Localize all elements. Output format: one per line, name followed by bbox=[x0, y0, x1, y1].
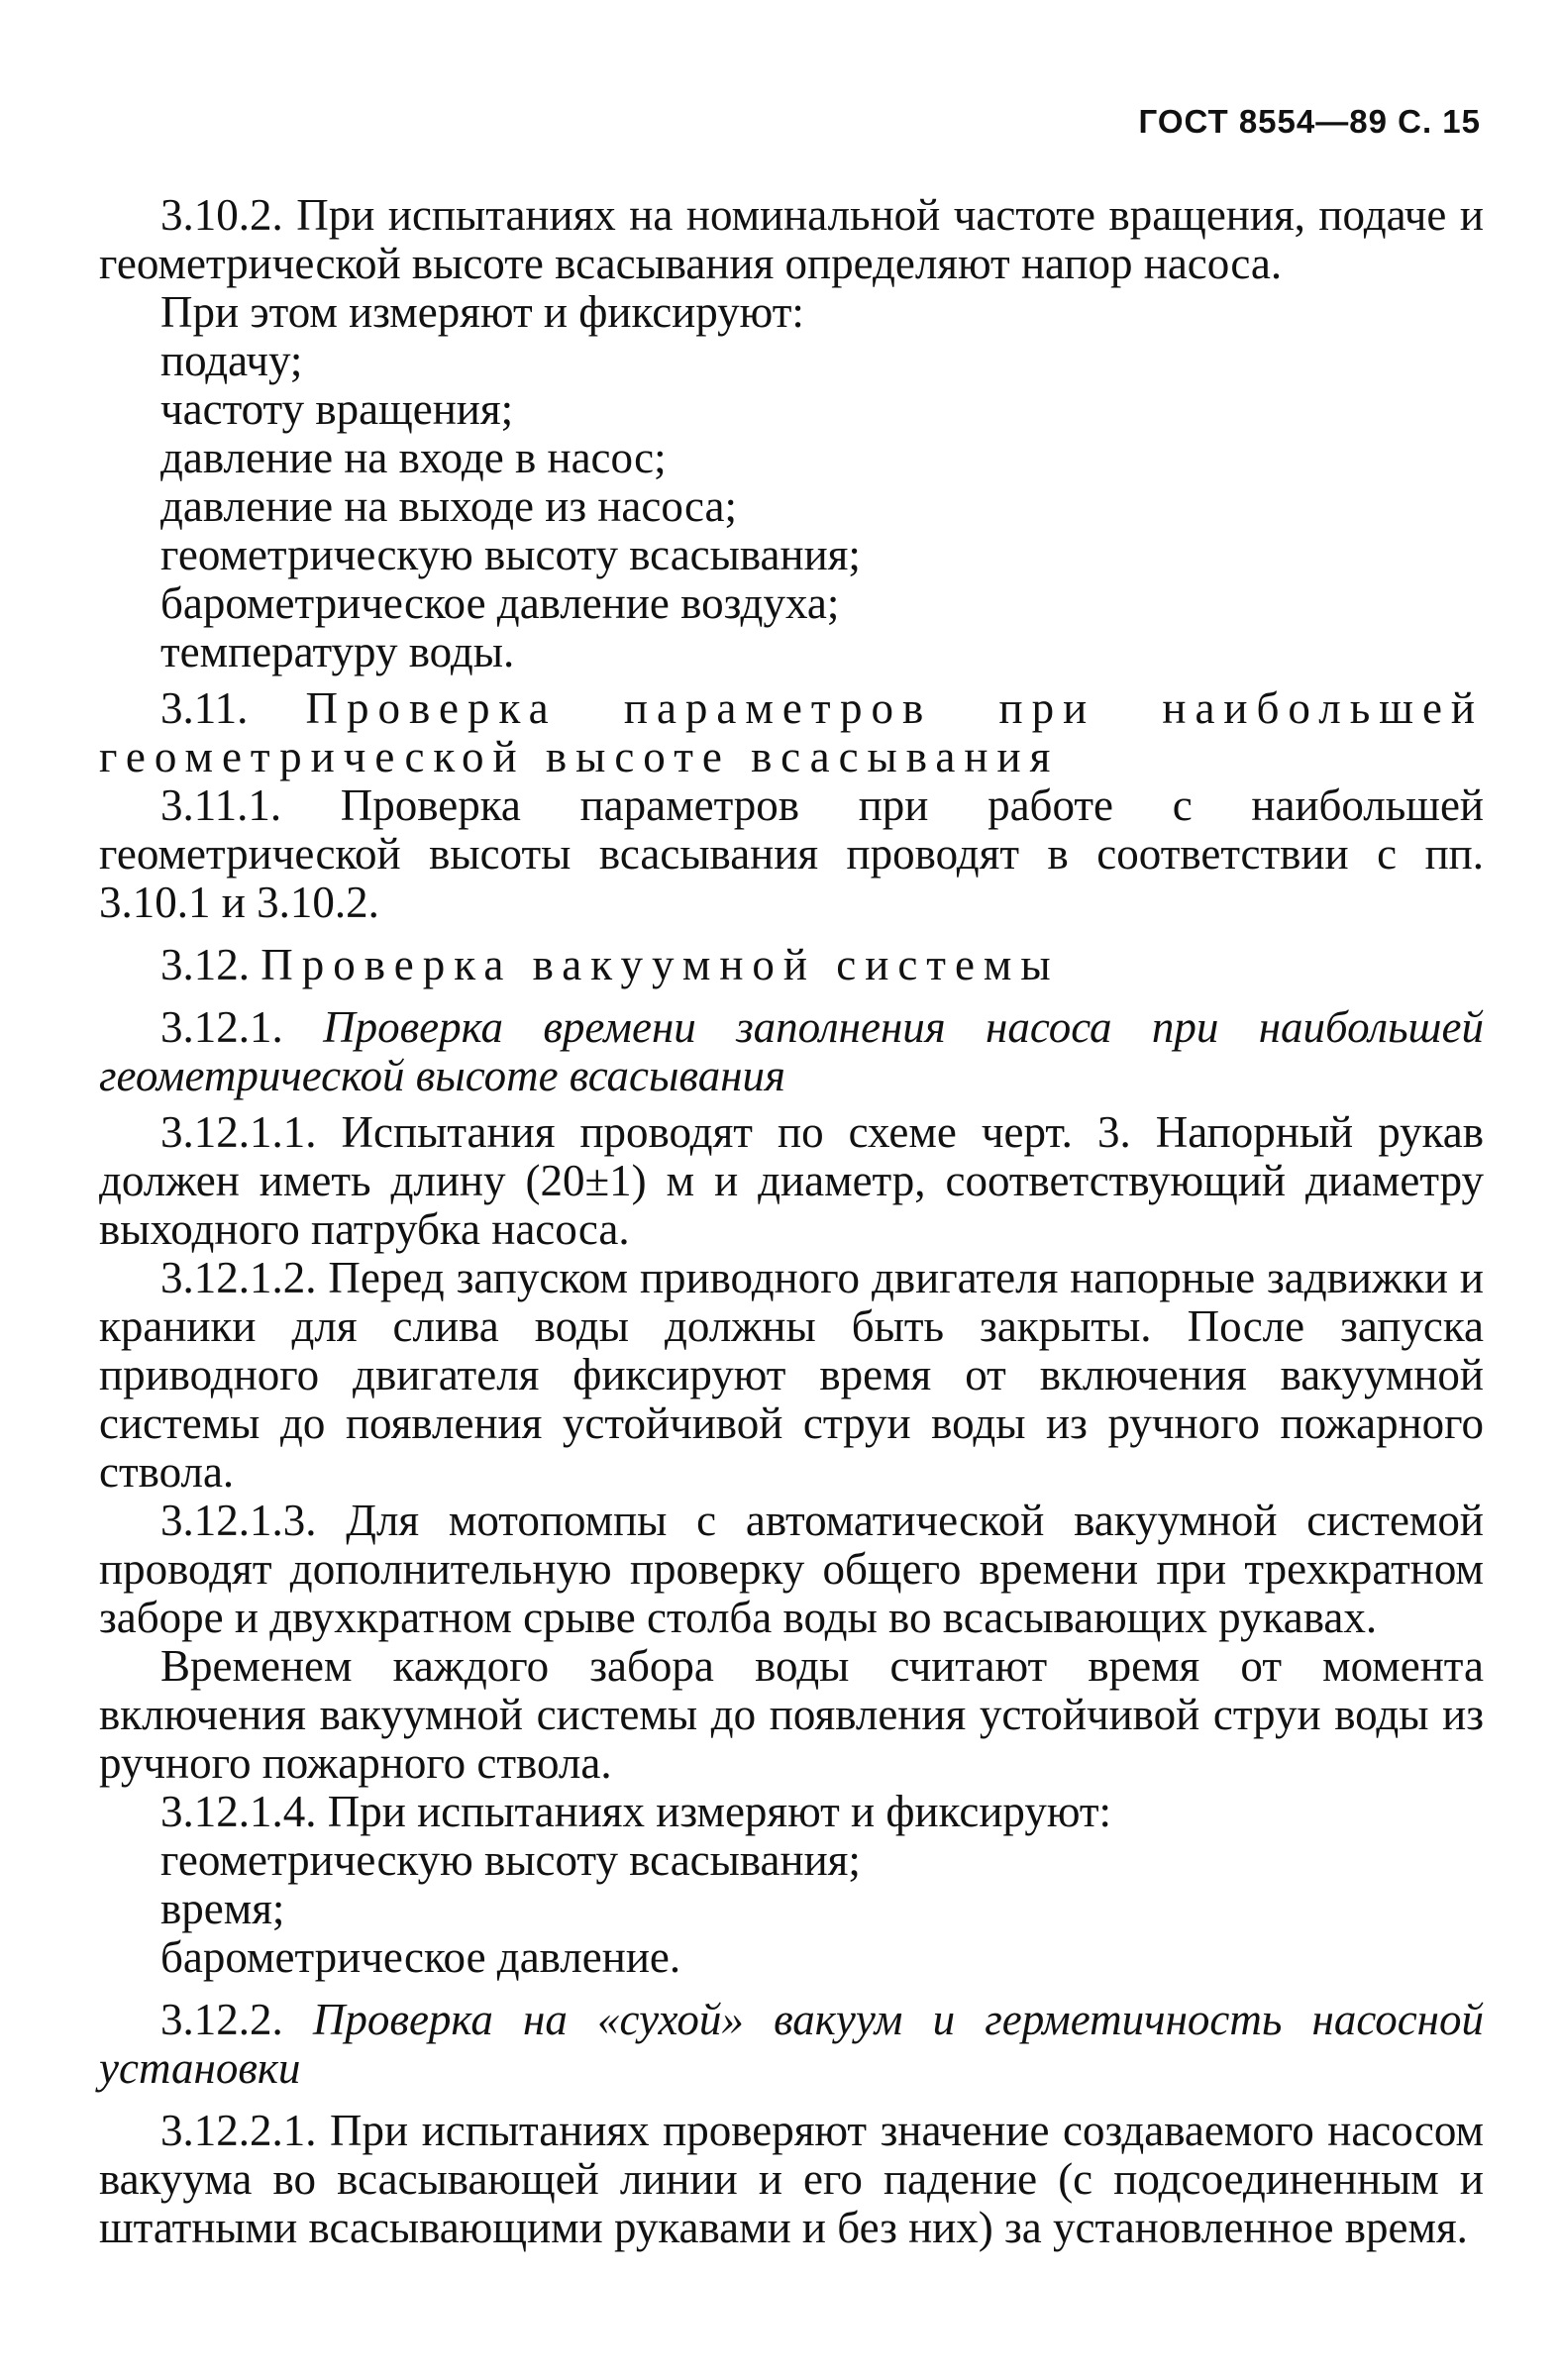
paragraph-3-11-1: 3.11.1. Проверка параметров при работе с наибольшей геометрической высоты всасывания проводят в соответствии с пп. 3.10.1 и 3.10.2. bbox=[99, 780, 1484, 927]
section-heading-3-12 bbox=[99, 941, 1484, 989]
section-title: Проверка вакуумной системы bbox=[260, 940, 1060, 989]
list-item: температуру воды. bbox=[160, 627, 515, 676]
paragraph-3-12-1-2: 3.12.1.2. Перед запуском приводного двигателя напорные задвижки и краники для слива воды должны быть закрыты. После запуска приводного двигателя фиксируют время от включения вакуумной системы до появления устойчивой струи воды из ручного пожарного ствола. bbox=[99, 1253, 1484, 1497]
section-title: Проверка параметров при наибольшей геометрической высоте всасывания bbox=[99, 683, 1484, 781]
list-item: время; bbox=[160, 1884, 285, 1933]
section-number: 3.11. bbox=[160, 683, 249, 733]
paragraph-3-12-1-4: 3.12.1.4. При испытаниях измеряют и фиксируют: bbox=[160, 1787, 1112, 1836]
paragraph-3-12-2-1: 3.12.2.1. При испытаниях проверяют значение создаваемого насосом вакуума во всасывающей линии и его падение (с подсоединенным и штатными всасывающими рукавами и без них) за установленное время. bbox=[99, 2106, 1484, 2252]
section-number: 3.12.2. bbox=[160, 1995, 283, 2044]
page-header: ГОСТ 8554—89 С. 15 bbox=[1138, 103, 1481, 140]
list-item: геометрическую высоту всасывания; bbox=[160, 1835, 861, 1885]
paragraph-3-12-1-1: 3.12.1.1. Испытания проводят по схеме черт. 3. Напорный рукав должен иметь длину (20±1) м и диаметр, соответствующий диаметру выходного патрубка насоса. bbox=[99, 1107, 1484, 1254]
paragraph-time-definition: Временем каждого забора воды считают время от момента включения вакуумной системы до появления устойчивой струи воды из ручного пожарного ствола. bbox=[99, 1641, 1484, 1788]
list-item: геометрическую высоту всасывания; bbox=[160, 530, 861, 579]
section-title: Проверка на «сухой» вакуум и герметичность насосной установки bbox=[99, 1995, 1485, 2093]
paragraph-3-10-2: 3.10.2. При испытаниях на номинальной частоте вращения, подаче и геометрической высоте всасывания определяют напор насоса. bbox=[99, 190, 1484, 288]
list-item: давление на входе в насос; bbox=[160, 433, 667, 482]
paragraph-measure-intro: При этом измеряют и фиксируют: bbox=[160, 287, 804, 337]
measure-list bbox=[99, 337, 1484, 676]
section-number: 3.12.1. bbox=[160, 1002, 283, 1052]
list-item: подачу; bbox=[160, 336, 303, 385]
measure-list-2 bbox=[99, 1836, 1484, 1982]
list-item: частоту вращения; bbox=[160, 384, 514, 434]
section-heading-3-11 bbox=[99, 684, 1484, 781]
paragraph-3-12-1-3: 3.12.1.3. Для мотопомпы с автоматической вакуумной системой проводят дополнительную проверку общего времени при трехкратном заборе и двухкратном срыве столба воды во всасывающих рукавах. bbox=[99, 1496, 1484, 1642]
section-title: Проверка времени заполнения насоса при наибольшей геометрической высоте всасывания bbox=[99, 1002, 1485, 1100]
subsection-heading-3-12-1 bbox=[99, 1003, 1484, 1100]
section-number: 3.12. bbox=[160, 940, 250, 989]
subsection-heading-3-12-2 bbox=[99, 1996, 1484, 2093]
list-item: давление на выходе из насоса; bbox=[160, 481, 737, 531]
document-body bbox=[99, 191, 1484, 2252]
list-item: барометрическое давление. bbox=[160, 1932, 681, 1982]
list-item: барометрическое давление воздуха; bbox=[160, 578, 840, 628]
